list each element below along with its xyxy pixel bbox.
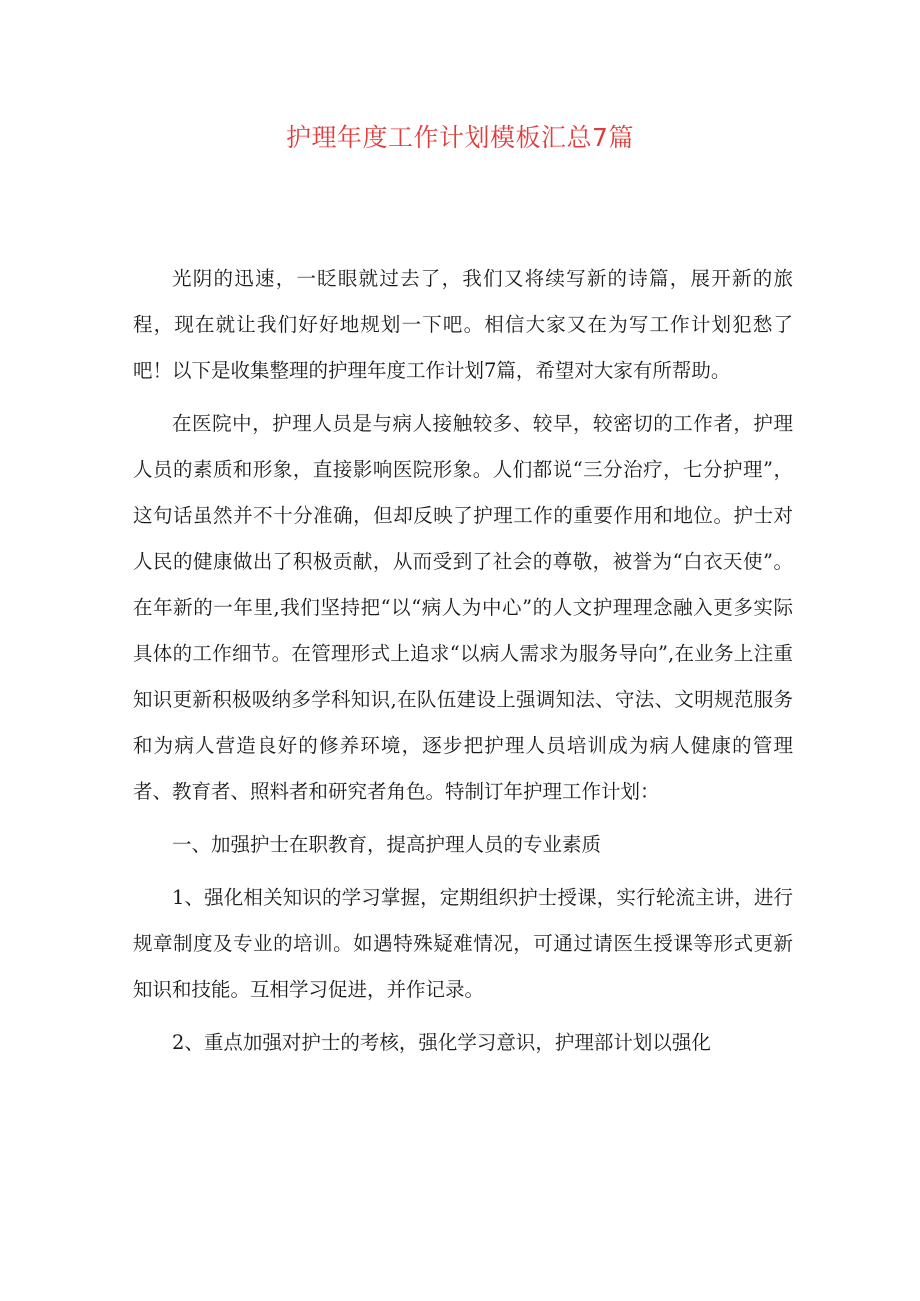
list-item-1: 1、强化相关知识的学习掌握，定期组织护士授课，实行轮流主讲，进行规章制度及专业的培训。如遇特殊疑难情况，可通过请医生授课等形式更新知识和技能。互相学习促进，并作记录。 [133, 886, 793, 1001]
document-title: 护理年度工作计划模板汇总7篇 [286, 123, 634, 152]
document-body [133, 256, 793, 1066]
paragraph-background: 在医院中，护理人员是与病人接触较多、较早，较密切的工作者，护理人员的素质和形象，直接影响医院形象。人们都说“三分治疗，七分护理”，这句话虽然并不十分准确，但却反映了护理工作的重要作用和地位。护士对人民的健康做出了积极贡献，从而受到了社会的尊敬，被誉为“白衣天使”。在年新的一年里,我们坚持把“以“病人为中心”的人文护理理念融入更多实际具体的工作细节。在管理形式上追求“以病人需求为服务导向”,在业务上注重知识更新积极吸纳多学科知识,在队伍建设上强调知法、守法、文明规范服务和为病人营造良好的修养环境，逐步把护理人员培训成为病人健康的管理者、教育者、照料者和研究者角色。特制订年护理工作计划： [133, 412, 793, 803]
list-item-2: 2、重点加强对护士的考核，强化学习意识，护理部计划以强化 [172, 1031, 711, 1054]
paragraph-intro: 光阴的迅速，一眨眼就过去了，我们又将续写新的诗篇，展开新的旅程，现在就让我们好好地规划一下吧。相信大家又在为写工作计划犯愁了吧！以下是收集整理的护理年度工作计划7篇，希望对大家有所帮助。 [133, 267, 793, 382]
section-heading-1: 一、加强护士在职教育，提高护理人员的专业素质 [172, 833, 602, 856]
